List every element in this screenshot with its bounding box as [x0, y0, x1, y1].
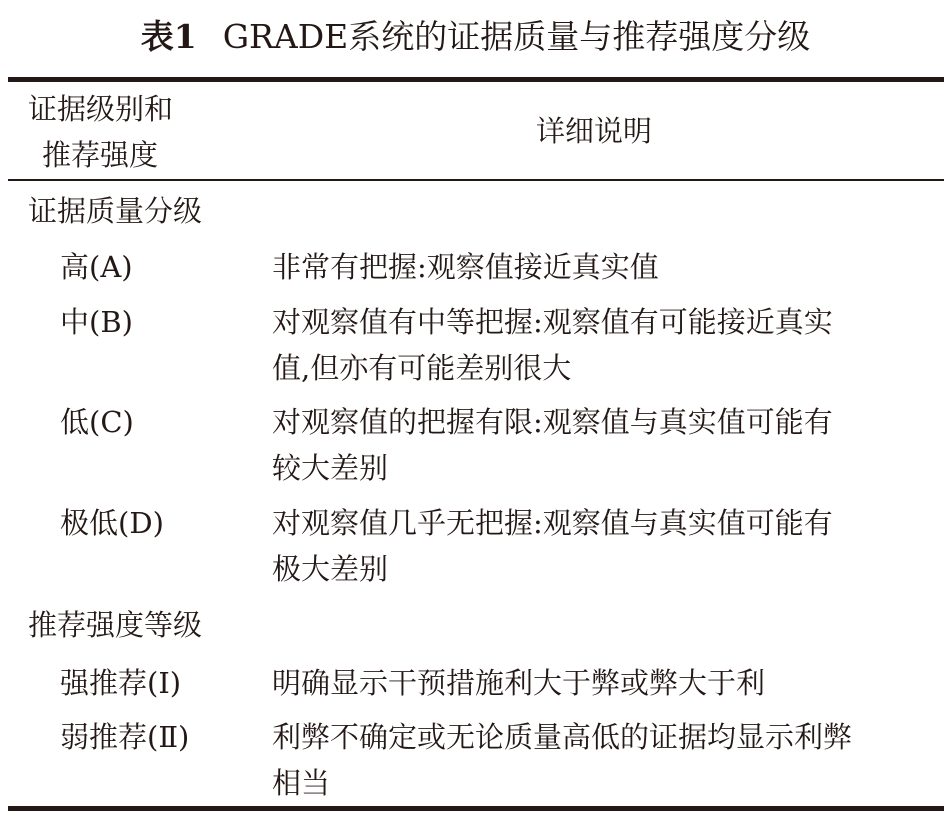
table-header-rule	[8, 179, 944, 181]
description-line: 相当	[272, 766, 331, 800]
description-line: 对观察值的把握有限:观察值与真实值可能有	[272, 405, 833, 439]
header-column-description: 详细说明	[536, 114, 653, 148]
header-level-line2: 推荐强度	[42, 138, 159, 172]
section-label-evidence-quality: 证据质量分级	[28, 194, 203, 228]
description-line: 非常有把握:观察值接近真实值	[272, 250, 659, 284]
table-caption	[0, 14, 951, 60]
description-very-low	[272, 500, 833, 592]
description-weak	[272, 714, 852, 806]
table-top-rule	[8, 77, 944, 82]
section-label-recommendation-strength: 推荐强度等级	[28, 608, 203, 642]
description-moderate	[272, 299, 833, 391]
description-line: 明确显示干预措施利大于弊或弊大于利	[272, 666, 766, 700]
level-weak: 弱推荐(Ⅱ)	[60, 720, 190, 754]
description-line: 极大差别	[272, 552, 389, 586]
header-level-line1: 证据级别和	[28, 92, 174, 126]
header-column-level	[28, 86, 173, 178]
table-title: GRADE系统的证据质量与推荐强度分级	[222, 17, 811, 56]
description-line: 对观察值有中等把握:观察值有可能接近真实	[272, 305, 833, 339]
table-bottom-rule	[8, 806, 944, 811]
level-high: 高(A)	[60, 250, 133, 284]
description-strong	[272, 660, 765, 706]
level-very-low: 极低(D)	[60, 506, 164, 540]
description-line: 利弊不确定或无论质量高低的证据均显示利弊	[272, 720, 853, 754]
description-low	[272, 399, 833, 491]
description-line: 较大差别	[272, 451, 389, 485]
description-line: 值,但亦有可能差别很大	[272, 351, 572, 385]
level-low: 低(C)	[60, 405, 134, 439]
level-moderate: 中(B)	[60, 305, 133, 339]
description-line: 对观察值几乎无把握:观察值与真实值可能有	[272, 506, 833, 540]
table-number: 表1	[140, 17, 197, 56]
description-high	[272, 244, 659, 290]
level-strong: 强推荐(Ⅰ)	[60, 666, 182, 700]
